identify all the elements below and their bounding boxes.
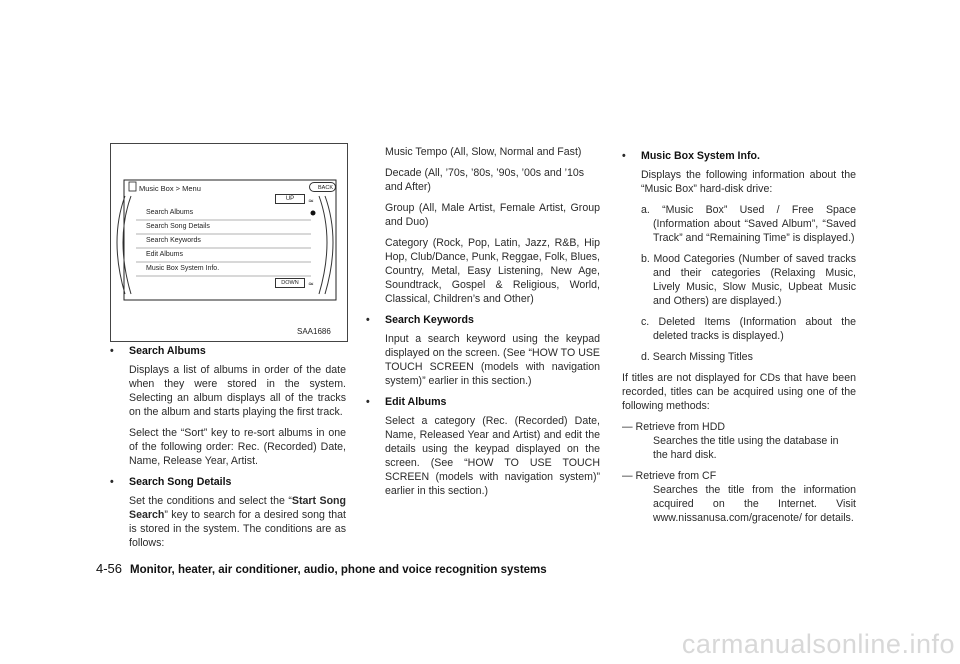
bullet-dot: • [110, 345, 114, 357]
screen-title: Music Box > Menu [139, 184, 201, 193]
page-footer [96, 561, 547, 576]
info-item-c: c. Deleted Items (Information about the deleted tracks is displayed.) [641, 316, 856, 342]
section-heading: Search Keywords [385, 314, 474, 326]
bullet-dot: • [366, 396, 370, 408]
column-1 [110, 340, 346, 557]
section-search-albums [110, 344, 346, 468]
paragraph: Select the “Sort” key to re-sort albums in one of the following order: Rec. (Recorded) Date, Name, Release Year, Artist. [129, 427, 346, 467]
text-run: ” key to search for a desired song that is stored in the system. The conditions are as follows: [129, 509, 346, 549]
bullet-dot: • [110, 476, 114, 488]
menu-item-search-albums[interactable]: Search Albums [146, 209, 194, 216]
condition-category: Category (Rock, Pop, Latin, Jazz, R&B, Hip Hop, Club/Dance, Punk, Reggae, Folk, Blues, Country, Metal, Easy Listening, New Age, Soundtrack, Gospel & Religious, World, Classical, Children’s and Other) [385, 237, 600, 305]
method-title: — Retrieve from HDD [622, 421, 726, 433]
method-cf [622, 469, 856, 525]
up-button[interactable]: UP [275, 194, 305, 204]
method-body: Searches the title using the database in the hard disk. [653, 435, 839, 461]
paragraph: If titles are not displayed for CDs that have been recorded, titles can be acquired using one of the following methods: [622, 372, 856, 412]
down-button[interactable]: DOWN [275, 278, 305, 288]
section-search-song-details [110, 475, 346, 550]
section-system-info [622, 149, 856, 196]
condition-decade: Decade (All, ’70s, ’80s, ’90s, ’00s and ’10s and After) [385, 167, 585, 193]
bullet-dot: • [366, 314, 370, 326]
menu-item-edit-albums[interactable]: Edit Albums [146, 251, 183, 258]
bullet-dot: • [622, 150, 626, 162]
paragraph: Displays the following information about the “Music Box” hard-disk drive: [641, 169, 856, 195]
section-heading: Edit Albums [385, 396, 447, 408]
back-button[interactable]: BACK [309, 182, 336, 192]
page-number: 4-56 [96, 561, 123, 576]
method-body: Searches the title from the information acquired on the Internet. Visit www.nissanusa.com/gracenote/ for details. [653, 484, 856, 524]
section-edit-albums [366, 395, 600, 498]
method-hdd [622, 420, 856, 462]
menu-item-system-info[interactable]: Music Box System Info. [146, 265, 220, 272]
info-item-a: a. “Music Box” Used / Free Space (Information about “Saved Album”, “Saved Track” and “Remaining Time” is displayed.) [641, 204, 856, 244]
figure-code: SAA1686 [297, 327, 331, 336]
conditions-list [366, 145, 600, 306]
menu-item-search-keywords[interactable]: Search Keywords [146, 237, 201, 244]
column-2 [366, 145, 600, 505]
chapter-title: Monitor, heater, air conditioner, audio, phone and voice recognition systems [130, 564, 547, 576]
svg-text:≈: ≈ [308, 197, 314, 205]
menu-item-search-song-details[interactable]: Search Song Details [146, 223, 210, 230]
section-heading: Search Albums [129, 345, 206, 357]
paragraph [129, 494, 346, 550]
info-item-d: d. Search Missing Titles [641, 351, 753, 363]
screen-illustration [110, 143, 348, 342]
column-3 [622, 145, 856, 525]
text-run: Set the conditions and select the “ [129, 495, 292, 507]
condition-tempo: Music Tempo (All, Slow, Normal and Fast) [385, 146, 582, 158]
section-heading: Search Song Details [129, 476, 232, 488]
watermark: carmanualsonline.info [681, 629, 955, 659]
text-run-bold: Start Song Search [129, 495, 346, 521]
paragraph: Select a category (Rec. (Recorded) Date, Name, Released Year and Artist) and edit the details using the keypad displayed on the screen. (See “HOW TO USE TOUCH SCREEN (models with navigation system)” earlier in this section.) [385, 415, 600, 497]
paragraph: Input a search keyword using the keypad displayed on the screen. (See “HOW TO USE TOUCH SCREEN (models with navigation system)” earlier in this section.) [385, 333, 600, 387]
method-title: — Retrieve from CF [622, 470, 717, 482]
paragraph: Displays a list of albums in order of the date when they were stored in the system. Selecting an album displays all of the tracks on the album and starts playing the first track. [129, 364, 346, 418]
svg-text:≈: ≈ [308, 280, 314, 288]
section-search-keywords [366, 313, 600, 388]
condition-group: Group (All, Male Artist, Female Artist, Group and Duo) [385, 202, 600, 228]
info-item-b: b. Mood Categories (Number of saved tracks and their categories (Relaxing Music, Lively Music, Slow Music, Upbeat Music and Others) are displayed.) [641, 253, 856, 307]
section-heading: Music Box System Info. [641, 150, 760, 162]
